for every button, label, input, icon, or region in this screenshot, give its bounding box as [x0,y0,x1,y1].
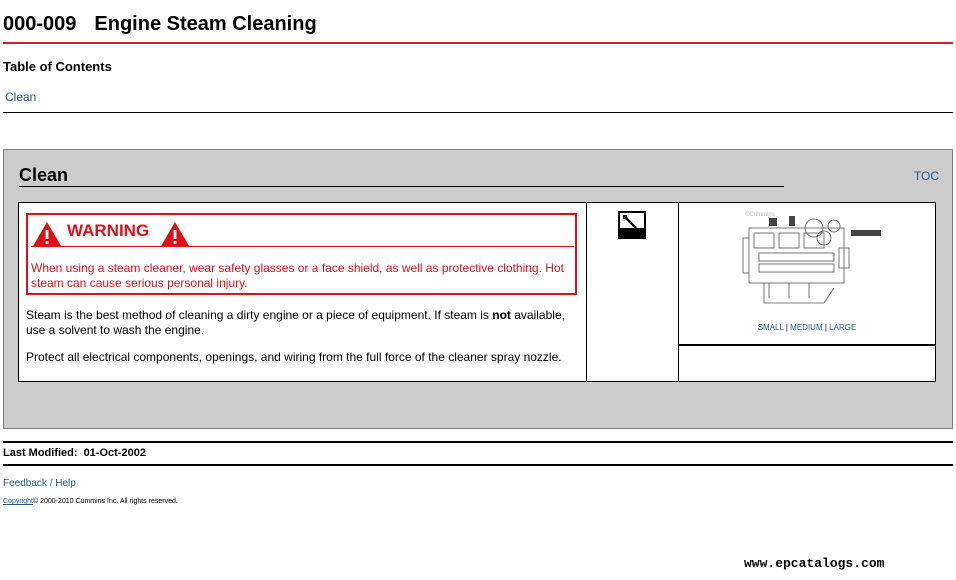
warning-triangle-icon [32,221,62,247]
last-modified-label: Last Modified: [3,447,78,459]
toc-return-link[interactable]: TOC [913,169,939,183]
clean-section [3,149,953,429]
warning-text: When using a steam cleaner, wear safety glasses or a face shield, as well as protective clothing. Hot steam can cause serious personal injury. [31,261,564,290]
illustration-divider [679,344,935,346]
doc-title-text: Engine Steam Cleaning [94,13,317,35]
para1-bold-word: not [492,308,511,322]
feedback-help-link[interactable]: Feedback / Help [3,478,76,489]
warning-label: WARNING [67,221,150,240]
text-column [19,203,587,381]
image-size-large[interactable]: LARGE [829,323,857,332]
steam-tool-icon [618,211,646,239]
copyright-link[interactable]: Copyright [3,498,33,505]
content-table [18,202,936,382]
page-title [3,13,317,36]
svg-text:©Cummins: ©Cummins [745,212,775,218]
footer-bottom-divider [3,464,953,466]
last-modified [3,447,146,459]
doc-number: 000-009 [3,13,77,35]
section-title-divider [19,186,784,187]
watermark-text: www.epcatalogs.com [744,556,885,571]
last-modified-value: 01-Oct-2002 [83,447,146,459]
image-size-small[interactable]: SMALL [757,323,784,332]
illustration-column [679,203,935,381]
footer-top-divider [3,441,953,443]
copyright-notice [3,498,178,505]
image-size-links: SMALL | MEDIUM | LARGE [757,323,857,332]
warning-box [26,213,577,295]
engine-illustration[interactable] [739,208,889,318]
copyright-text: © 2000-2010 Cummins Inc. All rights reserved. [32,498,178,505]
image-size-medium[interactable]: MEDIUM [790,323,823,332]
section-title: Clean [19,165,69,185]
para1-text-end: available, use a solvent to wash the engine. [26,308,565,337]
steam-method-paragraph [26,308,581,338]
protect-electrical-paragraph: Protect all electrical components, openings, and wiring from the full force of the cleaner spray nozzle. [26,350,562,364]
para1-text: Steam is the best method of cleaning a dirty engine or a piece of equipment. If steam is [26,308,493,322]
toc-divider [3,112,953,113]
warning-triangle-icon [160,221,190,247]
tool-column [587,203,679,381]
title-divider [3,42,953,44]
toc-link-clean[interactable]: Clean [5,90,37,104]
toc-heading: Table of Contents [3,59,112,74]
warning-divider [31,246,574,247]
